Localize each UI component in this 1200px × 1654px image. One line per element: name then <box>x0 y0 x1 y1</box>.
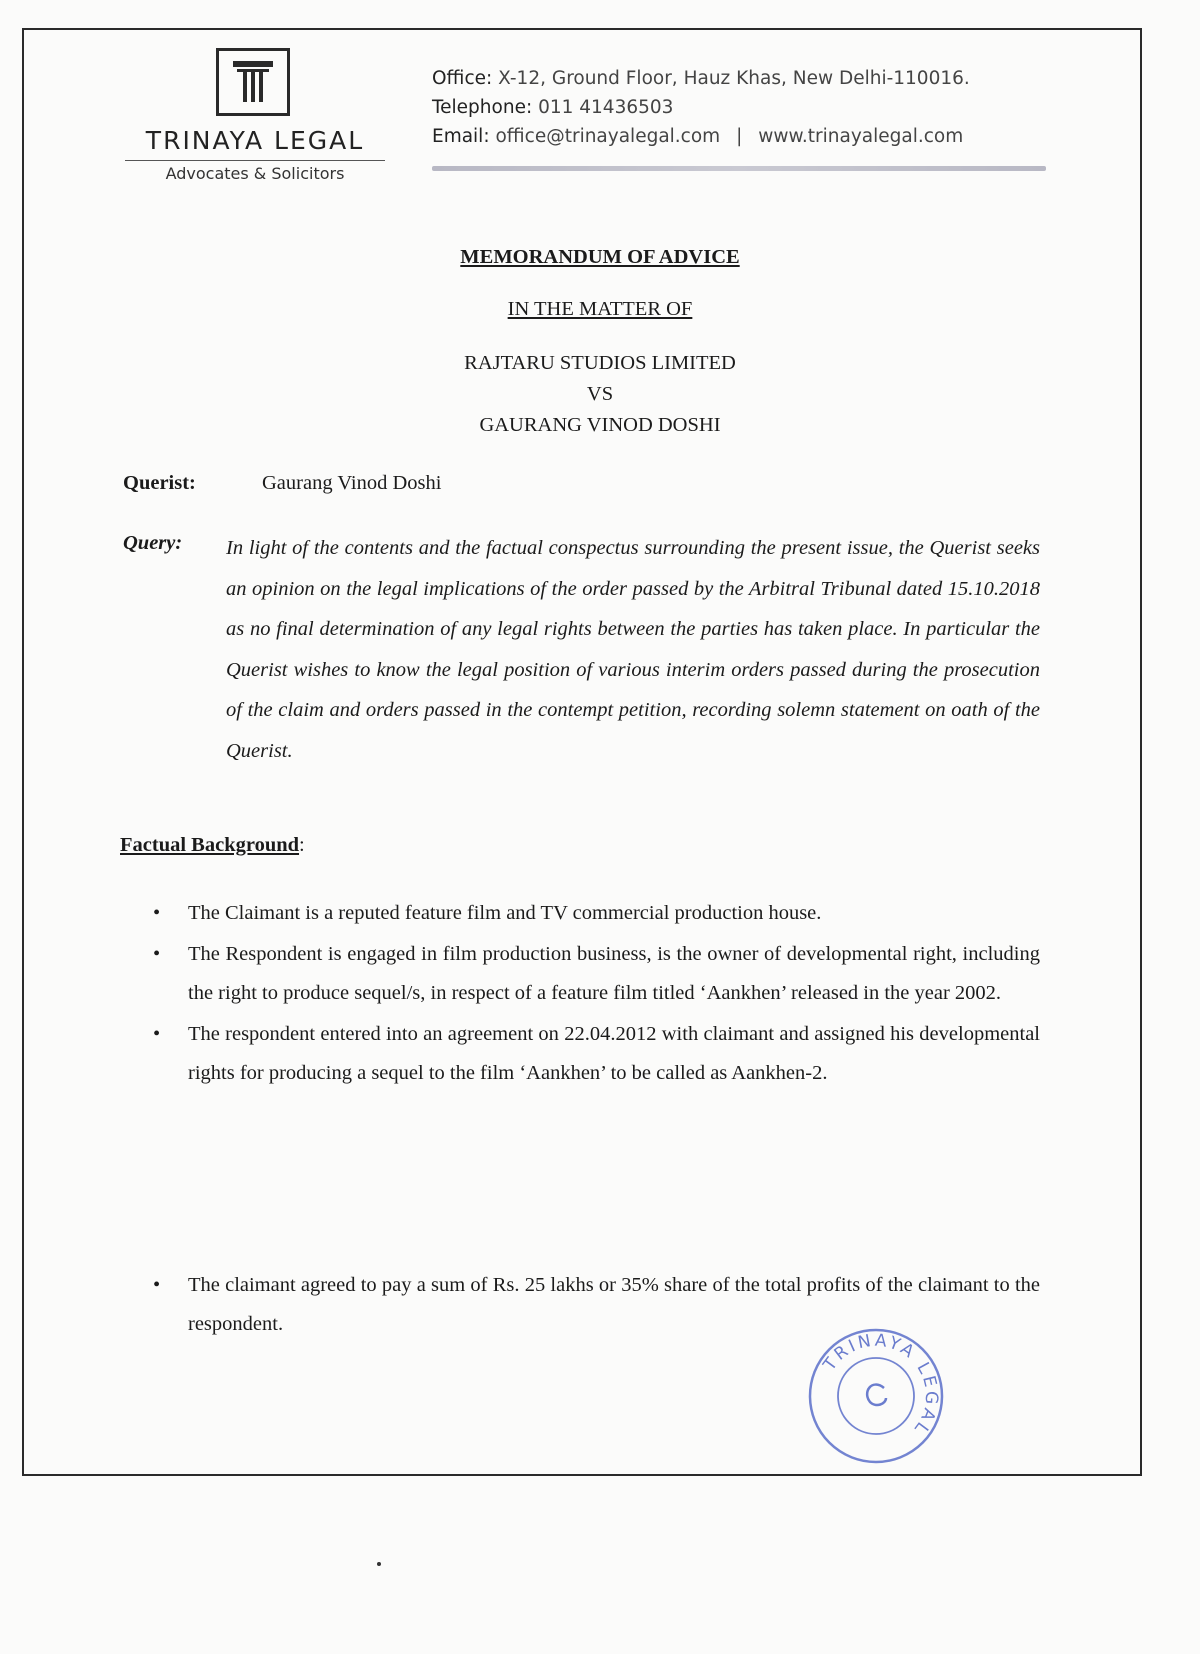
contact-separator: | <box>736 126 743 147</box>
factual-background-heading <box>120 834 305 857</box>
firm-logo-icon <box>216 48 290 116</box>
querist-name: Gaurang Vinod Doshi <box>262 472 442 494</box>
bullet-icon: • <box>153 1023 161 1045</box>
factual-background-title: Factual Background <box>120 834 300 856</box>
query-label: Query: <box>123 532 183 554</box>
heading-colon: : <box>299 834 305 856</box>
list-item-text: The respondent entered into an agreement on 22.04.2012 with claimant and assigned his developmental rights for producing a sequel to the film ‘Aankhen’ to be called as Aankhen-2. <box>188 1023 1040 1084</box>
office-line <box>432 64 970 93</box>
querist-label: Querist: <box>123 472 196 494</box>
fact-list-1 <box>150 894 1040 1095</box>
letterhead-rule <box>432 166 1046 171</box>
bullet-icon: • <box>153 1274 161 1296</box>
firm-tagline: Advocates & Solicitors <box>165 164 345 183</box>
firm-name-divider <box>125 160 385 161</box>
bullet-icon: • <box>153 902 161 924</box>
telephone-number: 011 41436503 <box>538 97 674 118</box>
email-label: Email: <box>432 126 490 147</box>
website-url: www.trinayalegal.com <box>758 126 964 147</box>
office-address: X-12, Ground Floor, Hauz Khas, New Delhi-110016. <box>498 68 970 89</box>
contact-block <box>432 64 970 151</box>
email-line <box>432 122 970 151</box>
versus-label: VS <box>586 383 614 405</box>
list-item-text: The Respondent is engaged in film production business, is the owner of developmental right, including the right to produce sequel/s, in respect of a feature film titled ‘Aankhen’ released in the year 2002. <box>188 943 1040 1004</box>
firm-name: TRINAYA LEGAL <box>145 126 365 155</box>
claimant-party: RAJTARU STUDIOS LIMITED <box>464 352 736 374</box>
list-item <box>150 1015 1040 1093</box>
firm-seal-icon <box>806 1326 946 1466</box>
list-item-text: The claimant agreed to pay a sum of Rs. 25 lakhs or 35% share of the total profits of the claimant to the respondent. <box>188 1274 1040 1335</box>
seal-text: TRINAYA LEGAL <box>819 1330 942 1440</box>
email-address: office@trinayalegal.com <box>495 126 721 147</box>
telephone-label: Telephone: <box>432 97 533 118</box>
list-item <box>150 935 1040 1013</box>
matter-of-heading: IN THE MATTER OF <box>507 298 693 320</box>
list-item-text: The Claimant is a reputed feature film and TV commercial production house. <box>188 902 822 924</box>
list-item <box>150 894 1040 933</box>
query-text: In light of the contents and the factual conspectus surrounding the present issue, the Querist seeks an opinion on the legal implications of the order passed by the Arbitral Tribunal dated 15.10.2018 as no final determination of any legal rights between the parties has taken place. In particular the Querist wishes to know the legal position of various interim orders passed during the prosecution of the claim and orders passed in the contempt petition, recording solemn statement on oath of the Querist. <box>226 537 1040 762</box>
office-label: Office: <box>432 68 493 89</box>
respondent-party: GAURANG VINOD DOSHI <box>479 414 721 436</box>
scan-artifact <box>377 1562 381 1566</box>
telephone-line <box>432 93 970 122</box>
bullet-icon: • <box>153 943 161 965</box>
case-parties <box>0 348 1200 441</box>
memo-title: MEMORANDUM OF ADVICE <box>460 246 740 268</box>
